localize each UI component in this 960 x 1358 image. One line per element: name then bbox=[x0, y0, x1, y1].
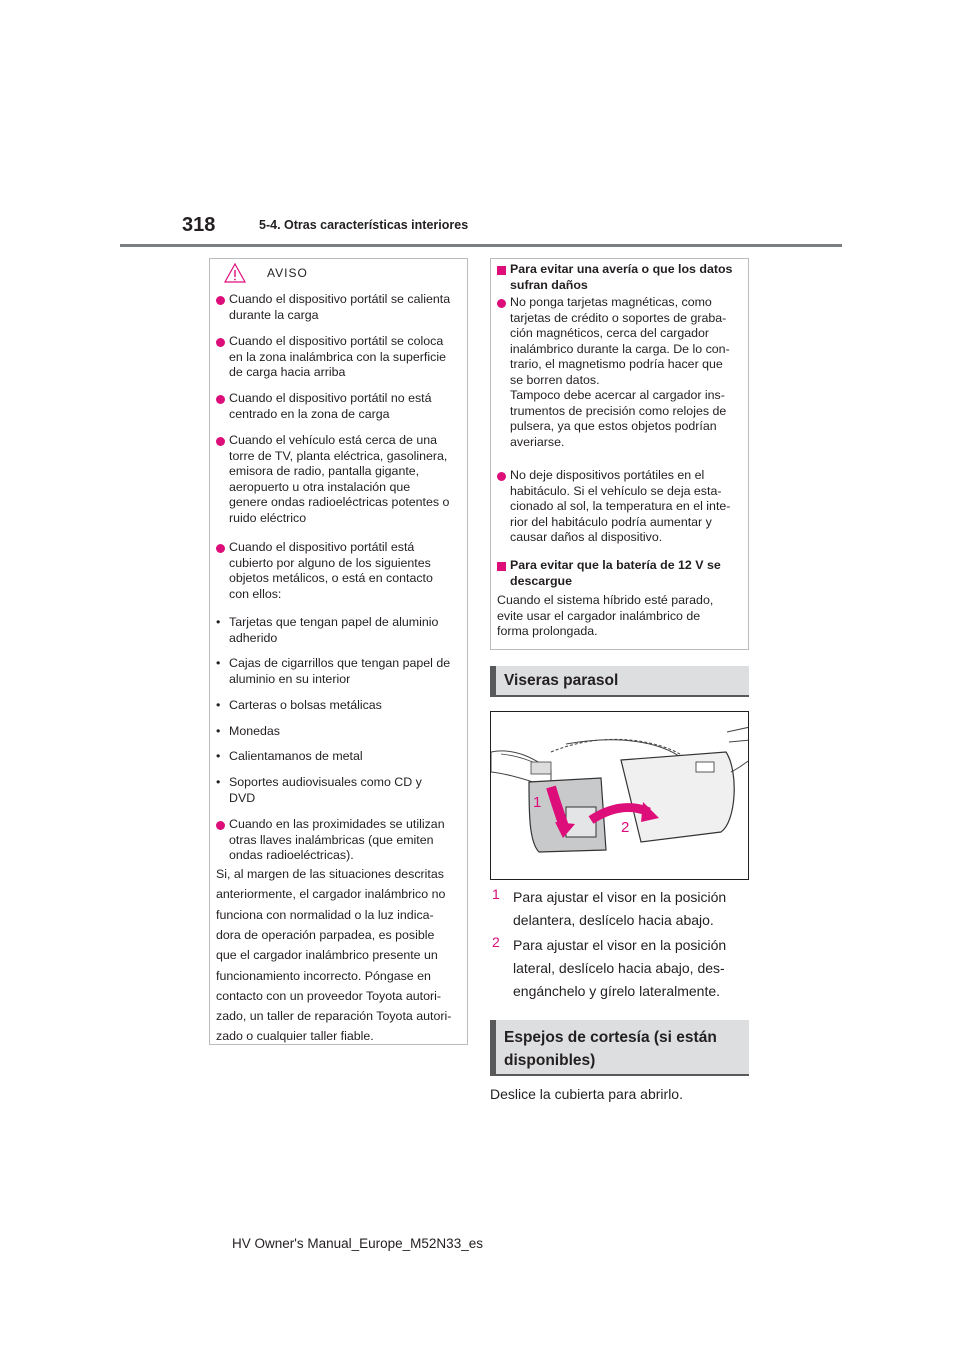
warning-closing-line: anteriormente, el cargador inalámbrico no bbox=[216, 887, 446, 902]
info-heading-battery: Para evitar que la batería de 12 V se descargue bbox=[510, 558, 721, 588]
warning-bullet-text: Cuando el dispositivo portátil no está centrado en la zona de carga bbox=[229, 391, 432, 421]
sub-bullet-icon: • bbox=[216, 775, 221, 789]
info-battery-text: Cuando el sistema híbrido esté parado, evite usar el cargador inalámbrico de forma prolongada. bbox=[497, 593, 714, 638]
warning-closing-line: funciona con normalidad o la luz indica- bbox=[216, 907, 434, 922]
sub-bullet-icon: • bbox=[216, 724, 221, 738]
bullet-icon bbox=[216, 437, 225, 446]
sub-bullet-icon: • bbox=[216, 615, 221, 629]
warning-closing-line: funcionamiento incorrecto. Póngase en bbox=[216, 968, 431, 983]
step-text: Para ajustar el visor en la posición delantera, deslícelo hacia abajo. bbox=[513, 889, 727, 928]
header-rule bbox=[120, 244, 842, 247]
warning-sub-item: Soportes audiovisuales como CD y DVD bbox=[229, 775, 422, 805]
warning-bullet-text: Cuando el dispositivo portátil se coloca en la zona inalámbrica con la superficie de carga hacia arriba bbox=[229, 334, 446, 379]
warning-bullet-text: Cuando el dispositivo portátil se calienta durante la carga bbox=[229, 292, 451, 322]
warning-closing-line: dora de operación parpadea, es posible bbox=[216, 927, 435, 942]
bullet-icon bbox=[497, 472, 506, 481]
warning-closing-line: Si, al margen de las situaciones descritas bbox=[216, 867, 444, 881]
bullet-icon bbox=[216, 395, 225, 404]
warning-closing-line: contacto con un proveedor Toyota autori- bbox=[216, 988, 442, 1003]
warning-sub-item: Tarjetas que tengan papel de aluminio adherido bbox=[229, 615, 439, 645]
warning-sub-item: Cajas de cigarrillos que tengan papel de aluminio en su interior bbox=[229, 656, 451, 686]
bullet-icon bbox=[216, 544, 225, 553]
warning-closing-line: que el cargador inalámbrico presente un bbox=[216, 948, 438, 963]
sun-visor-illustration bbox=[491, 712, 749, 880]
mirrors-text: Deslice la cubierta para abrirlo. bbox=[490, 1086, 683, 1102]
page-number: 318 bbox=[182, 214, 216, 236]
sub-bullet-icon: • bbox=[216, 656, 221, 670]
warning-sub-item: Calientamanos de metal bbox=[229, 749, 363, 763]
figure-label-2: 2 bbox=[621, 819, 630, 836]
bullet-icon bbox=[216, 821, 225, 830]
warning-triangle-icon bbox=[224, 263, 246, 283]
info-bullet-magnetic: No ponga tarjetas magnéticas, como tarjetas de crédito o soportes de graba- ción magnéticos, cerca del cargador inalámbrico durante la carga. De lo con- trario, el magnetismo podría hacer que se borren datos. Tampoco debe acercar al cargador ins- trumentos de precisión como relojes de pulsera, ya que estos objetos podrían averiarse. bbox=[510, 295, 730, 449]
sun-visor-figure bbox=[490, 711, 749, 880]
figure-label-1: 1 bbox=[533, 794, 542, 811]
warning-bullet-text: Cuando el dispositivo portátil está cubierto por alguno de los siguientes objetos metálicos, o está en contacto con ellos: bbox=[229, 540, 433, 601]
step-text: Para ajustar el visor en la posición lateral, deslícelo hacia abajo, des- engánchelo y gírelo lateralmente. bbox=[513, 937, 727, 999]
warning-sub-item: Carteras o bolsas metálicas bbox=[229, 698, 382, 712]
step-number: 1 bbox=[492, 886, 500, 902]
section-title: 5-4. Otras características interiores bbox=[259, 218, 469, 232]
bullet-icon bbox=[216, 296, 225, 305]
info-heading-damage: Para evitar una avería o que los datos sufran daños bbox=[510, 262, 733, 292]
sub-bullet-icon: • bbox=[216, 698, 221, 712]
sub-bullet-icon: • bbox=[216, 749, 221, 763]
warning-label: AVISO bbox=[267, 266, 308, 280]
warning-closing-line: zado, un taller de reparación Toyota autori- bbox=[216, 1009, 452, 1024]
footer-text: HV Owner's Manual_Europe_M52N33_es bbox=[232, 1236, 483, 1251]
warning-sub-item: Monedas bbox=[229, 724, 280, 738]
visors-heading: Viseras parasol bbox=[490, 666, 749, 697]
warning-bullet-text: Cuando el vehículo está cerca de una torre de TV, planta eléctrica, gasolinera, emisora de radio, pantalla gigante, aeropuerto u otra instalación que genere ondas radioeléctricas potentes o ruido eléctrico bbox=[229, 433, 450, 525]
square-bullet-icon bbox=[497, 266, 506, 275]
step-number: 2 bbox=[492, 934, 500, 950]
info-bullet-devices: No deje dispositivos portátiles en el habitáculo. Si el vehículo se deja esta- cionado al sol, la temperatura en el inte- rior del habitáculo podría aumentar y causar daños al dispositivo. bbox=[510, 468, 731, 544]
mirrors-heading: Espejos de cortesía (si están disponibles) bbox=[490, 1020, 749, 1076]
bullet-icon bbox=[497, 299, 506, 308]
square-bullet-icon bbox=[497, 562, 506, 571]
warning-closing-line: zado o cualquier taller fiable. bbox=[216, 1029, 374, 1044]
warning-bullet-text: Cuando en las proximidades se utilizan otras llaves inalámbricas (que emiten ondas radioeléctricas). bbox=[229, 817, 445, 862]
bullet-icon bbox=[216, 338, 225, 347]
